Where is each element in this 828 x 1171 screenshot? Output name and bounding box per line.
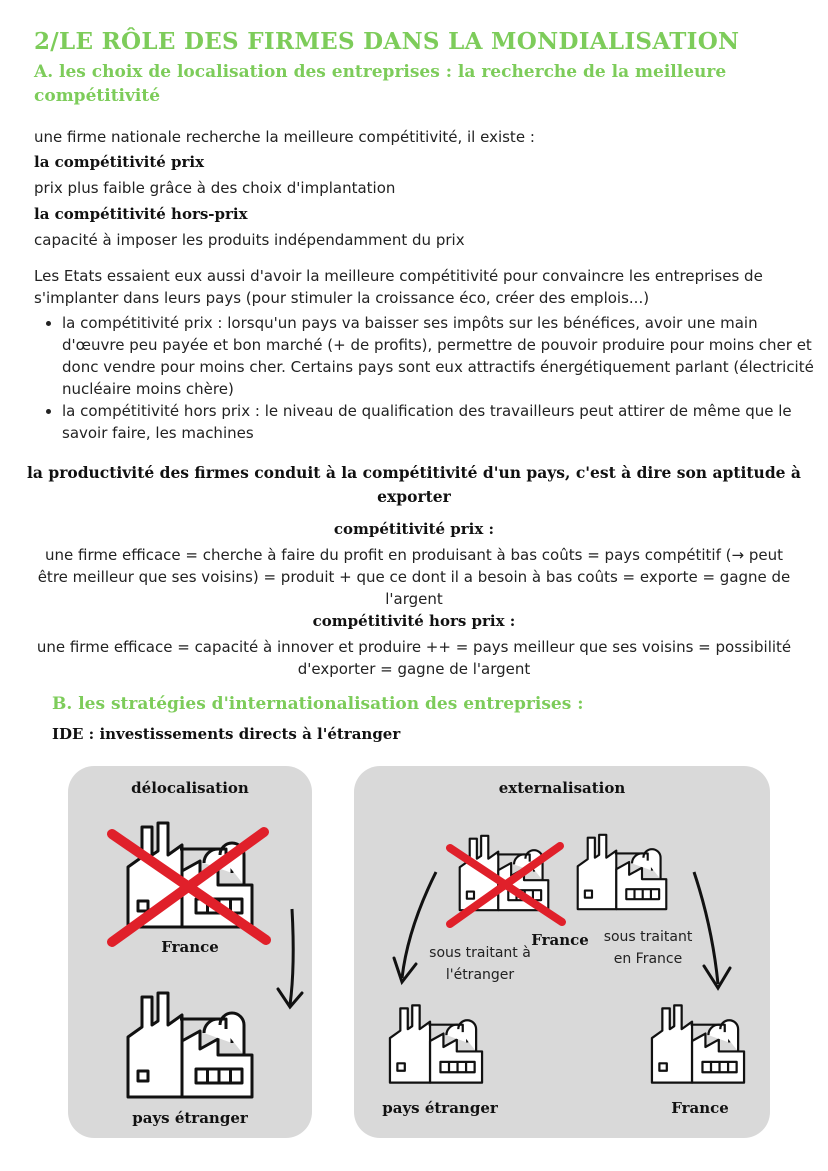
factory-subcontractor-france-icon [572, 828, 672, 916]
term-nonprice-definition: capacité à imposer les produits indépendamment du prix [34, 231, 465, 249]
right-down-arrow-icon [684, 868, 744, 998]
externalisation-origin-label: France [531, 931, 589, 949]
term-price-definition: prix plus faible grâce à des choix d'implantation [34, 179, 396, 197]
ide-definition: IDE : investissements directs à l'étranger [52, 725, 401, 743]
states-bullet-list [34, 312, 824, 444]
externalisation-right-target: France [671, 1099, 729, 1117]
page-title: 2/LE RÔLE DES FIRMES DANS LA MONDIALISATION [34, 28, 740, 55]
term-nonprice-label: la compétitivité hors-prix [34, 205, 248, 223]
section-a-title: A. les choix de localisation des entreprises : la recherche de la meilleure compétitivité [34, 62, 727, 106]
price-block-title: compétitivité prix : [333, 520, 495, 538]
term-price-label: la compétitivité prix [34, 153, 205, 171]
states-paragraph: Les Etats essaient eux aussi d'avoir la meilleure compétitivité pour convaincre les entreprises de s'implanter dans leurs pays (pour stimuler la croissance éco, créer des emplois...) [34, 267, 763, 307]
cross-out-icon [102, 822, 274, 950]
down-arrow-icon [272, 905, 308, 1015]
nonprice-block-title: compétitivité hors prix : [312, 612, 516, 630]
factory-foreign-icon [120, 985, 260, 1105]
cross-out-icon [442, 840, 570, 928]
externalisation-title: externalisation [498, 779, 626, 797]
delocalisation-title: délocalisation [131, 779, 249, 797]
factory-france-subcontractor-icon [646, 998, 750, 1090]
left-down-arrow-icon [390, 868, 450, 992]
nonprice-block-text: une firme efficace = capacité à innover et produire ++ = pays meilleur que ses voisins = possibilité d'exporter = gagne de l'argent [36, 638, 792, 678]
delocalisation-to-label: pays étranger [132, 1109, 248, 1127]
left-caption: sous traitant à l'étranger [429, 945, 531, 983]
delocalisation-from-label: France [161, 938, 219, 956]
factory-foreign-subcontractor-icon [384, 998, 488, 1090]
bullet-nonprice: • la compétitivité hors prix : le niveau de qualification des travailleurs peut attirer de même que le savoir faire, les machines [62, 400, 824, 444]
right-caption: sous traitant en France [603, 929, 693, 967]
section-b-title: B. les stratégies d'internationalisation des entreprises : [52, 694, 584, 714]
price-block-text: une firme efficace = cherche à faire du profit en produisant à bas coûts = pays compétitif (→ peut être meilleur que ses voisins) = produit + que ce dont il a besoin à bas coûts = exporte = gagne de l'argent [37, 546, 791, 608]
intro-line: une firme nationale recherche la meilleure compétitivité, il existe : [34, 128, 535, 146]
productivity-statement: la productivité des firmes conduit à la compétitivité d'un pays, c'est à dire son aptitude à exporter [27, 463, 801, 506]
bullet-price: • la compétitivité prix : lorsqu'un pays va baisser ses impôts sur les bénéfices, avoir une main d'œuvre peu payée et bon marché (+ de profits), permettre de pouvoir produire pour moins cher et donc vendre pour moins cher. Certains pays sont eux attractifs énergétiquement parlant (électricité nucléaire moins chère) [62, 312, 824, 400]
externalisation-left-target: pays étranger [382, 1099, 498, 1117]
